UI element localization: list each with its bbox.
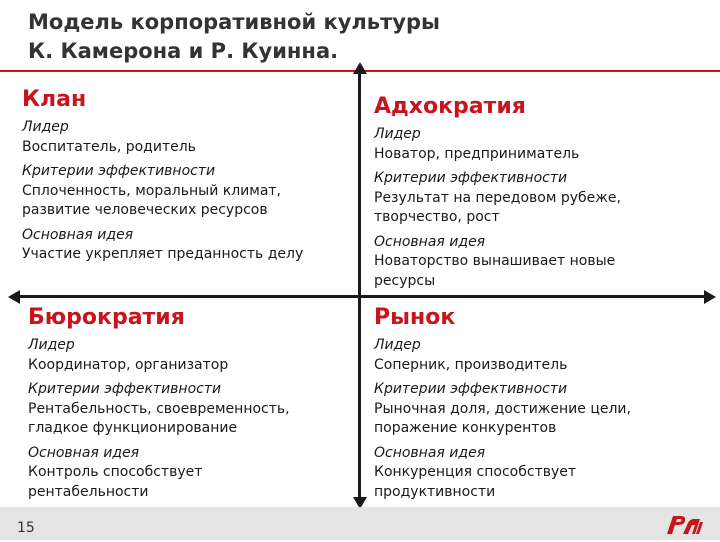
criteria-value-line-2: творчество, рост (374, 209, 500, 225)
vertical-axis (358, 72, 361, 499)
leader-value: Соперник, производитель (374, 356, 568, 373)
criteria-value-line-2: развитие человеческих ресурсов (22, 202, 268, 218)
criteria-value-line-2: гладкое функционирование (28, 420, 238, 436)
criteria-label: Критерии эффективности (374, 381, 568, 397)
quadrant-bureaucracy (28, 304, 348, 502)
criteria-label: Критерии эффективности (22, 163, 216, 179)
leader-label: Лидер (374, 126, 421, 142)
page-number: 15 (17, 520, 35, 536)
idea-value-line-1: Участие укрепляет преданность делу (22, 246, 304, 262)
criteria-value-line-1: Результат на передовом рубеже, (374, 189, 621, 206)
quadrant-adhocracy (374, 93, 694, 291)
idea-label: Основная идея (374, 444, 486, 461)
idea-label: Основная идея (22, 226, 134, 243)
leader-value: Координатор, организатор (28, 356, 229, 373)
quadrant-heading: Клан (22, 87, 87, 112)
idea-label: Основная идея (374, 233, 486, 250)
arrow-up-icon (353, 62, 367, 74)
leader-value: Новатор, предприниматель (374, 145, 580, 162)
quadrant-heading: Адхократия (374, 94, 526, 119)
quadrant-clan (22, 86, 352, 265)
slide-title (28, 8, 688, 66)
arrow-left-icon (8, 290, 20, 304)
arrow-right-icon (704, 290, 716, 304)
leader-value: Воспитатель, родитель (22, 138, 196, 155)
leader-label: Лидер (374, 337, 421, 353)
rzd-logo-icon (664, 510, 706, 542)
idea-value-line-2: ресурсы (374, 272, 436, 289)
slide-footer (0, 507, 720, 540)
idea-value-line-2: рентабельности (28, 483, 149, 500)
leader-label: Лидер (28, 337, 75, 353)
criteria-label: Критерии эффективности (28, 381, 222, 397)
criteria-label: Критерии эффективности (374, 170, 568, 186)
idea-value-line-1: Контроль способствует (28, 464, 203, 480)
criteria-value-line-1: Рыночная доля, достижение цели, (374, 400, 631, 417)
leader-label: Лидер (22, 119, 69, 135)
idea-value-line-2: продуктивности (374, 483, 496, 500)
slide-title-line-2: К. Камерона и Р. Куинна. (28, 39, 339, 63)
idea-value-line-1: Новаторство вынашивает новые (374, 253, 616, 269)
quadrant-heading: Бюрократия (28, 305, 185, 330)
quadrant-market (374, 304, 694, 502)
criteria-value-line-1: Рентабельность, своевременность, (28, 400, 290, 417)
criteria-value-line-1: Сплоченность, моральный климат, (22, 182, 281, 199)
slide-title-line-1: Модель корпоративной культуры (28, 10, 440, 34)
criteria-value-line-2: поражение конкурентов (374, 420, 557, 436)
idea-value-line-1: Конкуренция способствует (374, 464, 577, 480)
idea-label: Основная идея (28, 444, 140, 461)
horizontal-axis (18, 295, 706, 298)
quadrant-heading: Рынок (374, 305, 456, 330)
